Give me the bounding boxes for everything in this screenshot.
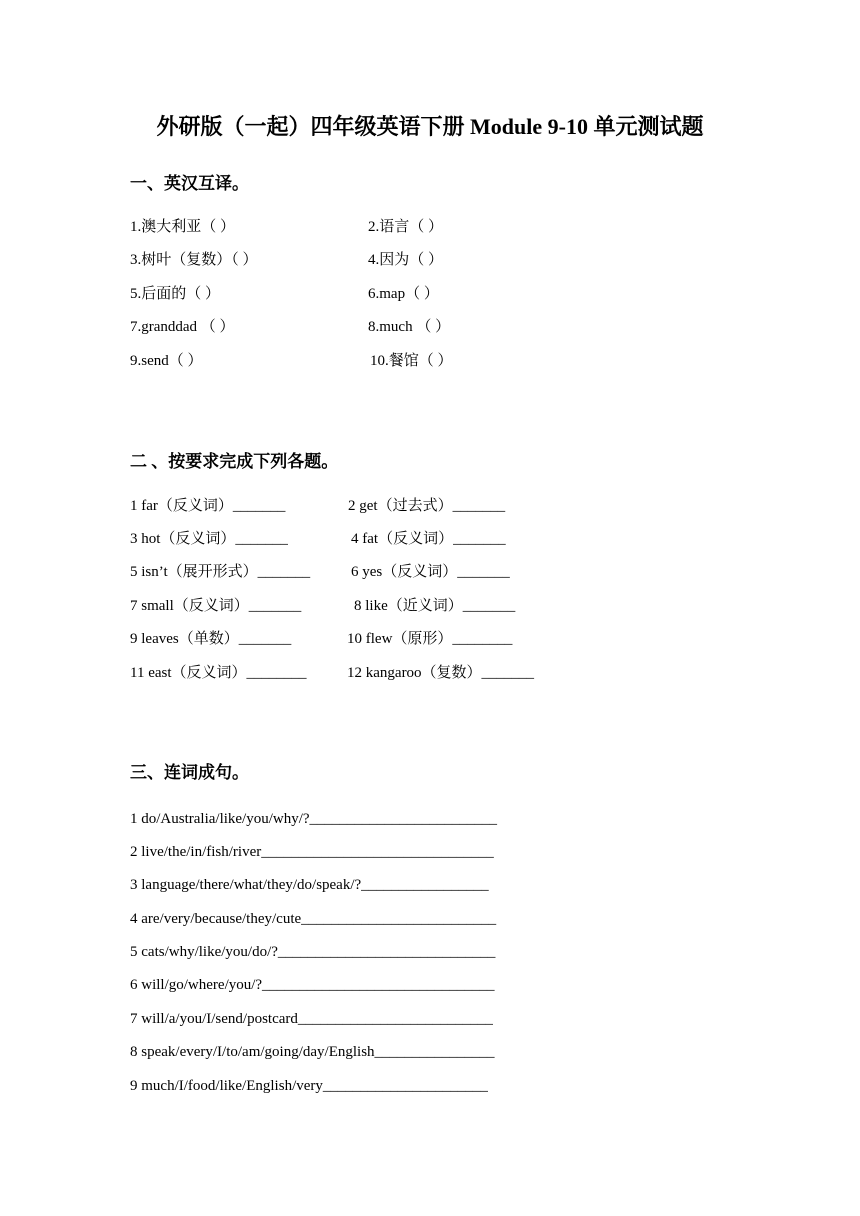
translate-item-9: 9.send（ ） — [130, 353, 203, 369]
exercise-item-9: 9 leaves（单数）_______ — [130, 631, 292, 647]
translate-item-4: 4.因为（ ） — [368, 252, 444, 268]
translate-item-7: 7.granddad （ ） — [130, 319, 235, 335]
sentence-item-6: 6 will/go/where/you/?_______________________________ — [130, 977, 495, 993]
sentence-item-1: 1 do/Australia/like/you/why/?_________________________ — [130, 811, 498, 827]
exercise-item-10: 10 flew（原形）________ — [347, 631, 513, 647]
translate-item-8: 8.much （ ） — [368, 319, 451, 335]
translate-item-6: 6.map（ ） — [368, 286, 439, 302]
translate-item-1: 1.澳大利亚（ ） — [130, 219, 236, 235]
exercise-item-2: 2 get（过去式）_______ — [348, 498, 506, 514]
translate-item-3: 3.树叶（复数）（ ） — [130, 252, 258, 268]
exercise-item-6: 6 yes（反义词）_______ — [351, 564, 510, 580]
section-3-heading: 三、连词成句。 — [130, 763, 249, 782]
sentence-item-9: 9 much/I/food/like/English/very______________________ — [130, 1078, 488, 1094]
sentence-item-5: 5 cats/why/like/you/do/?_____________________________ — [130, 944, 496, 960]
sentence-item-3: 3 language/there/what/they/do/speak/?_________________ — [130, 877, 489, 893]
section-1-heading: 一、英汉互译。 — [130, 174, 249, 193]
sentence-item-4: 4 are/very/because/they/cute__________________________ — [130, 911, 497, 927]
translate-item-2: 2.语言（ ） — [368, 219, 444, 235]
sentence-item-7: 7 will/a/you/I/send/postcard__________________________ — [130, 1011, 493, 1027]
exercise-item-11: 11 east（反义词）________ — [130, 665, 307, 681]
translate-item-5: 5.后面的（ ） — [130, 286, 221, 302]
section-2-heading: 二 、按要求完成下列各题。 — [130, 452, 339, 471]
exercise-item-7: 7 small（反义词）_______ — [130, 598, 302, 614]
translate-item-10: 10.餐馆（ ） — [370, 353, 453, 369]
exercise-item-5: 5 isn’t（展开形式）_______ — [130, 564, 311, 580]
exercise-item-3: 3 hot（反义词）_______ — [130, 531, 288, 547]
exercise-item-12: 12 kangaroo（复数）_______ — [347, 665, 535, 681]
exercise-item-1: 1 far（反义词）_______ — [130, 498, 286, 514]
exercise-item-4: 4 fat（反义词）_______ — [351, 531, 506, 547]
page-title: 外研版（一起）四年级英语下册 Module 9-10 单元测试题 — [156, 114, 704, 139]
exercise-item-8: 8 like（近义词）_______ — [354, 598, 516, 614]
sentence-item-8: 8 speak/every/I/to/am/going/day/English________________ — [130, 1044, 495, 1060]
sentence-item-2: 2 live/the/in/fish/river_______________________________ — [130, 844, 494, 860]
